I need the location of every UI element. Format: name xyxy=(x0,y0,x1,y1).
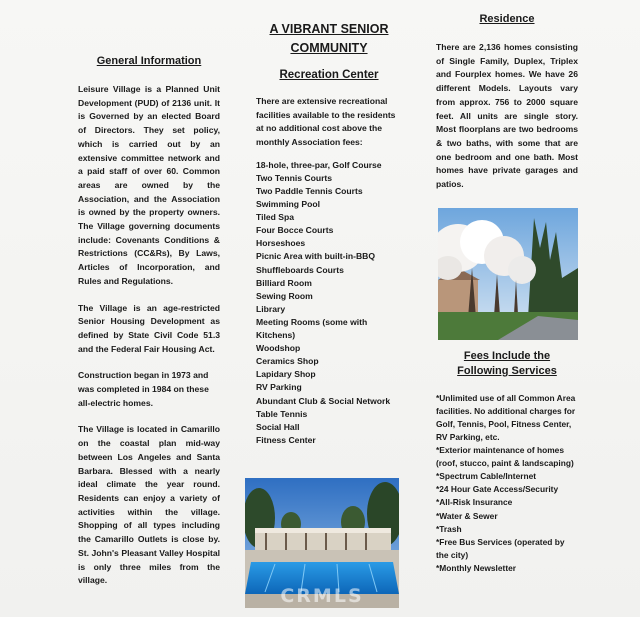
facility-item: Four Bocce Courts xyxy=(256,225,334,236)
general-paragraph: The Village is located in Camarillo on the coastal plan mid-way between Los Angeles and Santa Barbara. Blessed with a nearly ideal climate the year round. Residents can enjoy a variety of activities within the village. Shopping of all types including the Camarillo Outlets is close by. St. John's Pleasant Valley Hospital is only three miles from the village. xyxy=(78,424,220,586)
facility-item: Lapidary Shop xyxy=(256,369,316,380)
facility-item: 18-hole, three-par, Golf Course xyxy=(256,159,382,170)
facility-item: Swimming Pool xyxy=(256,199,320,210)
facility-item: Social Hall xyxy=(256,421,300,432)
general-paragraph: Construction began in 1973 and was completed in 1984 on these all-electric homes. xyxy=(78,370,209,408)
facility-item: Picnic Area with built-in-BBQ xyxy=(256,251,376,262)
fee-service-item: *Monthly Newsletter xyxy=(436,562,517,573)
fee-service-item: *Trash xyxy=(436,523,462,534)
recreation-column xyxy=(256,0,402,447)
facility-item: Sewing Room xyxy=(256,290,313,301)
fee-service-item: *All-Risk Insurance xyxy=(436,497,513,508)
fees-list xyxy=(436,392,578,575)
fee-service-item: *Free Bus Services (operated by the city) xyxy=(436,536,565,560)
fee-service-item: *Unlimited use of all Common Area facilities. No additional charges for Golf, Tennis, Pool, Fitness Center, RV Parking, etc. xyxy=(436,392,576,443)
facility-item: Table Tennis xyxy=(256,408,308,419)
general-information-column xyxy=(78,0,220,588)
tree-street-photo xyxy=(438,208,578,340)
brochure-title-line1: A VIBRANT SENIOR xyxy=(269,22,389,36)
facility-item: Shuffleboards Courts xyxy=(256,264,344,275)
fees-title-line1: Fees Include the xyxy=(463,349,551,362)
recreation-center-title: Recreation Center xyxy=(279,69,379,81)
facility-item: Woodshop xyxy=(256,343,301,354)
facility-item: Two Paddle Tennis Courts xyxy=(256,186,363,196)
facility-item: Ceramics Shop xyxy=(256,356,319,367)
general-paragraph: The Village is an age-restricted Senior Housing Development as defined by State Civil Code 51.3 and the Federal Fair Housing Act. xyxy=(78,302,220,354)
brochure-title-line2: COMMUNITY xyxy=(290,41,368,55)
facility-item: Tiled Spa xyxy=(256,212,295,223)
general-information-title: General Information xyxy=(96,55,202,67)
residence-text: There are 2,136 homes consisting of Single Family, Duplex, Triplex and Fourplex homes. We have 26 different Models. Layouts vary from approx. 756 to 2000 square feet. All units are single story. Most floorplans are two bedrooms & two baths, with some that are one bedroom and one bath. Most homes have private garages and patios. xyxy=(436,42,578,190)
fee-service-item: *Spectrum Cable/Internet xyxy=(436,471,537,482)
facility-item: Horseshoes xyxy=(256,238,306,249)
facility-item: Meeting Rooms (some with Kitchens) xyxy=(256,316,368,341)
fees-title-line2: Following Services xyxy=(457,364,557,377)
fee-service-item: *Exterior maintenance of homes (roof, stucco, paint & landscaping) xyxy=(436,445,574,469)
facility-item: Abundant Club & Social Network xyxy=(256,395,391,406)
facility-item: Two Tennis Courts xyxy=(256,172,333,183)
residence-title: Residence xyxy=(479,13,535,25)
swimming-pool-photo xyxy=(245,478,399,608)
facility-item: Billiard Room xyxy=(256,277,312,288)
facility-item: Fitness Center xyxy=(256,434,316,445)
fee-service-item: *24 Hour Gate Access/Security xyxy=(436,484,559,495)
recreation-intro: There are extensive recreational facilities available to the residents at no additional cost above the monthly Association fees: xyxy=(256,96,396,148)
general-paragraph: Leisure Village is a Planned Unit Development (PUD) of 2136 unit. It is Governed by an elected Board of Directors. They set policy, which is carried out by an extensive committee network and a paid staff of over 60. Common areas are owned by the Association, and the Association is owned by the property owners. The Village governing documents include: Covenants Conditions & Restrictions (CC&Rs), By Laws, Articles of Incorporation, and Rules and Regulations. xyxy=(78,84,220,286)
facility-item: RV Parking xyxy=(256,382,302,393)
facility-item: Library xyxy=(256,303,286,314)
facilities-list xyxy=(256,159,402,447)
crmls-watermark: CRMLS xyxy=(280,585,364,607)
fee-service-item: *Water & Sewer xyxy=(436,510,498,521)
